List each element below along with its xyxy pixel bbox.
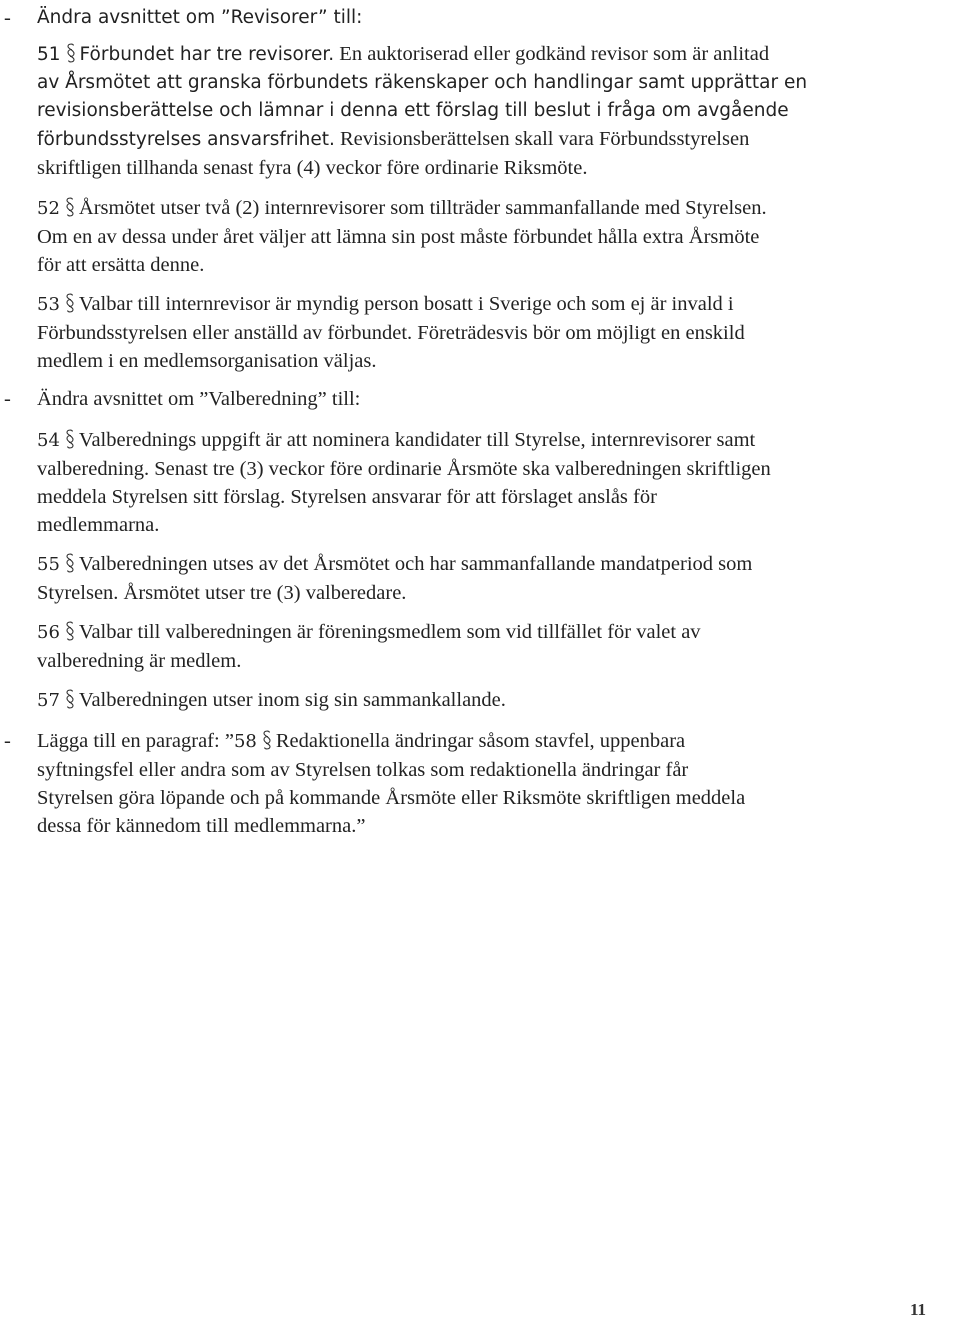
paragraph-51-line1a: Förbundet har tre revisorer. [79, 44, 335, 65]
paragraph-53-line1-text: Valbar till internrevisor är myndig person bosatt i Sverige och som ej är invald i [78, 293, 734, 315]
paragraph-53 [37, 290, 952, 375]
paragraph-55-line1-text: Valberedningen utses av det Årsmötet och har sammanfallande mandatperiod som [78, 553, 753, 575]
paragraph-52-line1 [37, 194, 952, 223]
section-sign-icon [65, 42, 77, 64]
list-dash: - [4, 388, 11, 410]
paragraph-51-line1 [37, 40, 952, 69]
list-dash: - [4, 730, 11, 752]
paragraph-55-line2: Styrelsen. Årsmötet utser tre (3) valberedare. [37, 582, 407, 604]
paragraph-54-line2: valberedning. Senast tre (3) veckor före ordinarie Årsmöte ska valberedningen skriftligen [37, 458, 771, 480]
paragraph-number: 58 [233, 731, 257, 752]
paragraph-58 [37, 727, 947, 840]
paragraph-56-line1-text: Valbar till valberedningen är föreningsmedlem som vid tillfället för valet av [78, 621, 701, 643]
section-sign-icon [64, 292, 76, 314]
paragraph-51-line4a: förbundsstyrelses ansvarsfrihet. [37, 129, 335, 150]
paragraph-51-line2: av Årsmötet att granska förbundets räkenskaper och handlingar samt upprättar en [37, 72, 808, 93]
paragraph-54-line1-text: Valberednings uppgift är att nominera kandidater till Styrelse, internrevisorer samt [78, 429, 756, 451]
paragraph-52-line2: Om en av dessa under året väljer att lämna sin post måste förbundet hålla extra Årsmöte [37, 226, 760, 248]
paragraph-51 [37, 40, 952, 182]
paragraph-56 [37, 618, 952, 675]
paragraph-56-line2: valberedning är medlem. [37, 650, 242, 672]
page-number: 11 [909, 1300, 926, 1319]
section-sign-icon [64, 552, 76, 574]
paragraph-number: 54 [37, 430, 60, 451]
paragraph-54-line1 [37, 426, 952, 455]
paragraph-52-line1-text: Årsmötet utser två (2) internrevisorer som tillträder sammanfallande med Styrelsen. [78, 197, 767, 219]
paragraph-52-line3: för att ersätta denne. [37, 254, 205, 276]
paragraph-58-line3: Styrelsen göra löpande och på kommande Årsmöte eller Riksmöte skriftligen meddela [37, 787, 746, 809]
paragraph-54 [37, 426, 952, 539]
paragraph-58-intro: Lägga till en paragraf: ” [37, 730, 234, 752]
section-sign-icon [64, 428, 76, 450]
paragraph-number: 53 [37, 294, 60, 315]
list-dash: - [4, 7, 11, 29]
paragraph-57-line1 [37, 686, 952, 715]
paragraph-57-line1-text: Valberedningen utser inom sig sin sammankallande. [78, 689, 506, 711]
paragraph-number: 51 [37, 44, 61, 65]
revisorer-heading-text: Ändra avsnittet om ”Revisorer” till: [37, 7, 363, 28]
paragraph-58-line4: dessa för kännedom till medlemmarna.” [37, 815, 366, 837]
valberedning-heading-text: Ändra avsnittet om ”Valberedning” till: [37, 388, 361, 410]
paragraph-58-line1 [37, 727, 947, 756]
paragraph-number: 57 [37, 690, 60, 711]
paragraph-51-line3: revisionsberättelse och lämnar i denna ett förslag till beslut i fråga om avgående [37, 100, 789, 121]
paragraph-53-line1 [37, 290, 952, 319]
paragraph-number: 52 [37, 198, 60, 219]
paragraph-51-line5: skriftligen tillhanda senast fyra (4) veckor före ordinarie Riksmöte. [37, 157, 588, 179]
paragraph-55 [37, 550, 952, 607]
paragraph-55-line1 [37, 550, 952, 579]
paragraph-58-line2: syftningsfel eller andra som av Styrelsen tolkas som redaktionella ändringar får [37, 759, 689, 781]
paragraph-57 [37, 686, 952, 715]
paragraph-56-line1 [37, 618, 952, 647]
paragraph-51-line1b: En auktoriserad eller godkänd revisor som är anlitad [334, 43, 770, 65]
paragraph-54-line3: meddela Styrelsen sitt förslag. Styrelsen ansvarar för att förslaget anslås för [37, 486, 657, 508]
section-sign-icon [64, 688, 76, 710]
paragraph-58-line1-text: Redaktionella ändringar såsom stavfel, uppenbara [275, 730, 686, 752]
paragraph-number: 56 [37, 622, 60, 643]
paragraph-number: 55 [37, 554, 60, 575]
paragraph-53-line3: medlem i en medlemsorganisation väljas. [37, 350, 377, 372]
paragraph-52 [37, 194, 952, 279]
section-sign-icon [64, 196, 76, 218]
section-sign-icon [261, 729, 273, 751]
paragraph-53-line2: Förbundsstyrelsen eller anställd av förbundet. Företrädesvis bör om möjligt en enskild [37, 322, 745, 344]
paragraph-54-line4: medlemmarna. [37, 514, 160, 536]
paragraph-51-line4 [37, 125, 952, 154]
section-sign-icon [64, 620, 76, 642]
paragraph-51-line4b: Revisionsberättelsen skall vara Förbundsstyrelsen [334, 128, 750, 150]
